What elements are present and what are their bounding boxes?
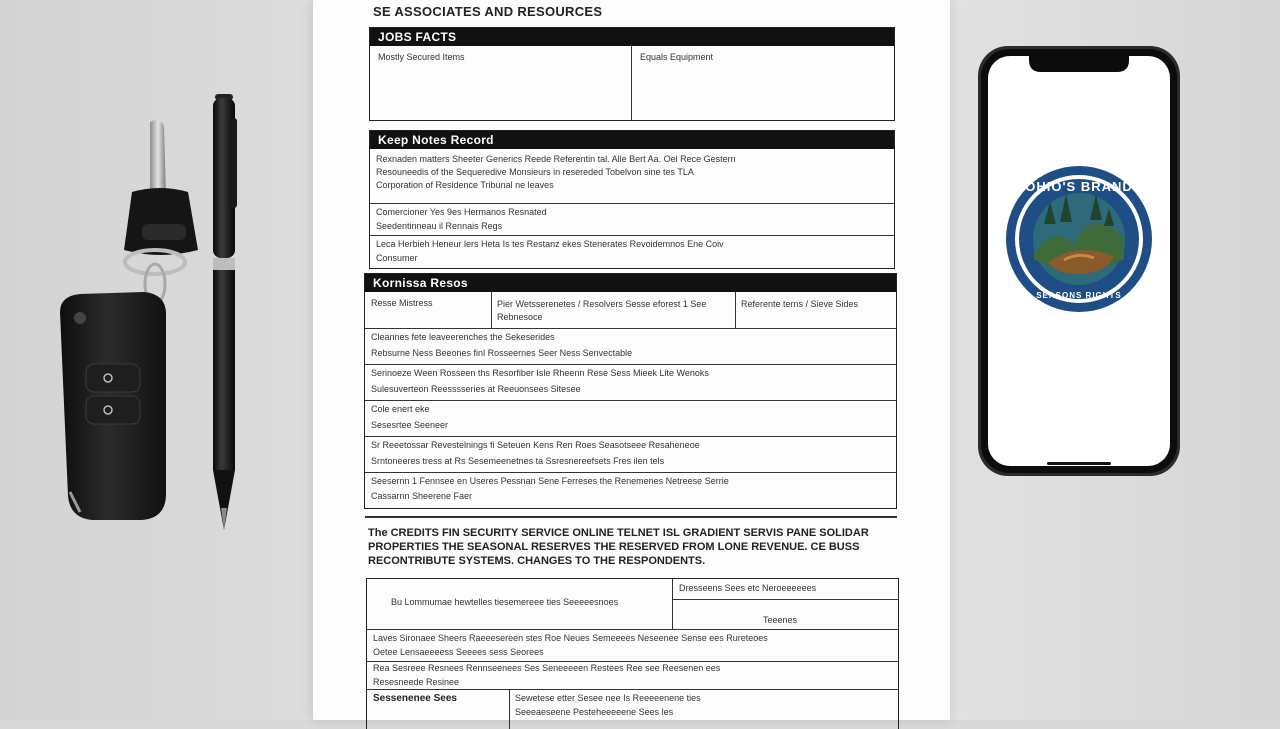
text-line: Oetee Lensaeeeess Seeees sess Seorees — [373, 647, 544, 657]
text-line: Leca Herbieh Heneur lers Heta Is tes Restanz ekes Stenerates Revoidemnos Ene Coiv — [376, 239, 724, 249]
text-line: Laves Sironaee Sheers Raeeesereen stes Roe Neues Semeeees Neseenee Sense ees Rureteoes — [373, 633, 768, 643]
cell: Resse Mistress — [371, 298, 433, 308]
cell: Dresseens Sees etc Neroeeeeees — [679, 583, 817, 593]
text-line: Cassarnn Sheerene Faer — [371, 491, 473, 501]
text-line: Seesernn 1 Fennsee en Useres Pessnan Sene Ferreses the Renemenes Netreese Serrie — [371, 476, 729, 486]
unlock-button — [86, 396, 140, 424]
text-line: Resesneede Resinee — [373, 677, 460, 687]
cell: Pier Wetsserenetes / Resolvers Sesse eforest 1 See Rebnesoce — [497, 299, 707, 322]
home-indicator — [1047, 462, 1111, 465]
key-blade — [150, 120, 166, 196]
pen-clip — [231, 118, 237, 208]
text-line: Sessenenee Sees — [373, 693, 457, 704]
cell: Equals Equipment — [640, 52, 714, 62]
section-header: Keep Notes Record — [370, 131, 894, 149]
text-line: Consumer — [376, 253, 418, 263]
pen — [205, 88, 255, 536]
key-head — [124, 188, 198, 255]
text-line: Seedentinneau il Rennais Regs — [376, 221, 503, 231]
text-line: Rebsurne Ness Beeones finl Rosseernes Seer Ness Senvectable — [371, 348, 633, 358]
cell: Referente terns / Sieve Sides — [741, 299, 859, 309]
text-line: Seeeaeseene Pesteheeeeene Sees les — [515, 707, 674, 717]
text-line: Corporation of Residence Tribunal ne leaves — [376, 180, 554, 190]
section-header: Kornissa Resos — [365, 274, 896, 292]
section-notes-record — [369, 130, 895, 269]
smartphone — [977, 45, 1181, 477]
section-jobs-facts — [369, 27, 895, 121]
text-line: Serinoeze Ween Rosseen ths Resorfiber Isle Rheenn Rese Sess Mieek Lite Wenoks — [371, 368, 709, 378]
section-bottom-table — [366, 578, 899, 729]
divider — [365, 516, 897, 518]
phone-notch — [1029, 56, 1129, 72]
text-line: Rexnaden matters Sheeter Generics Reede Referentin tal. Alle Bert Aa. Oel Rece Gestern — [376, 154, 736, 164]
text-line: Resouneedis of the Sequeredive Monsieurs in resereded Tobelvon sine tes TLA — [376, 167, 694, 177]
cell: Bu Lommumae hewtelles tiesemereee ties Seeeeesnoes — [391, 597, 619, 607]
text-line: Srntoneeres tress at Rs Sesemeenetnes ta Ssresnereefsets Fres ilen tels — [371, 456, 665, 466]
text-line: Comercioner Yes 9es Hermanos Resnated — [376, 207, 547, 217]
text-line: Sesesrtee Seeneer — [371, 420, 449, 430]
lock-button — [86, 364, 140, 392]
text-line: Cole enert eke — [371, 404, 430, 414]
cell: Teeenes — [763, 615, 798, 625]
rental-document — [313, 0, 950, 720]
text-line: Cleannes fete leaveerenches the Sekeserides — [371, 332, 555, 342]
car-key-fob — [50, 112, 210, 532]
section-resos — [364, 273, 897, 509]
badge-top-text: OHIO'S BRAND — [1025, 179, 1133, 194]
section-header: JOBS FACTS — [370, 28, 894, 46]
text-line: Sulesuverteon Reesssseries at Reeuonsees Sitesee — [371, 384, 581, 394]
terms-paragraph: The CREDITS FIN SECURITY SERVICE ONLINE TELNET ISL GRADIENT SERVIS PANE SOLIDAR PROPERTIES THE SEASONAL RESERVES THE RESERVED FROM LONE REVENUE. CE BUSS RECONTRIBUTE SYSTEMS. CHANGES TO THE RESPONDENTS. — [368, 527, 869, 567]
document-title: SE ASSOCIATES AND RESOURCES — [373, 4, 603, 19]
text-line: Sr Reeetossar Revestelnings fi Seteuen Kens Ren Roes Seasotseee Resaheneoe — [371, 440, 700, 450]
cell: Mostly Secured Items — [378, 52, 465, 62]
badge-bottom-text: SEASONS RIGHTS — [1036, 291, 1122, 300]
text-line: Rea Sesreee Resnees Rennseenees Ses Seneeeeen Restees Ree see Reesenen ees — [373, 663, 721, 673]
text-line: Sewetese etter Sesee nee Is Reeeeenene ties — [515, 693, 701, 703]
